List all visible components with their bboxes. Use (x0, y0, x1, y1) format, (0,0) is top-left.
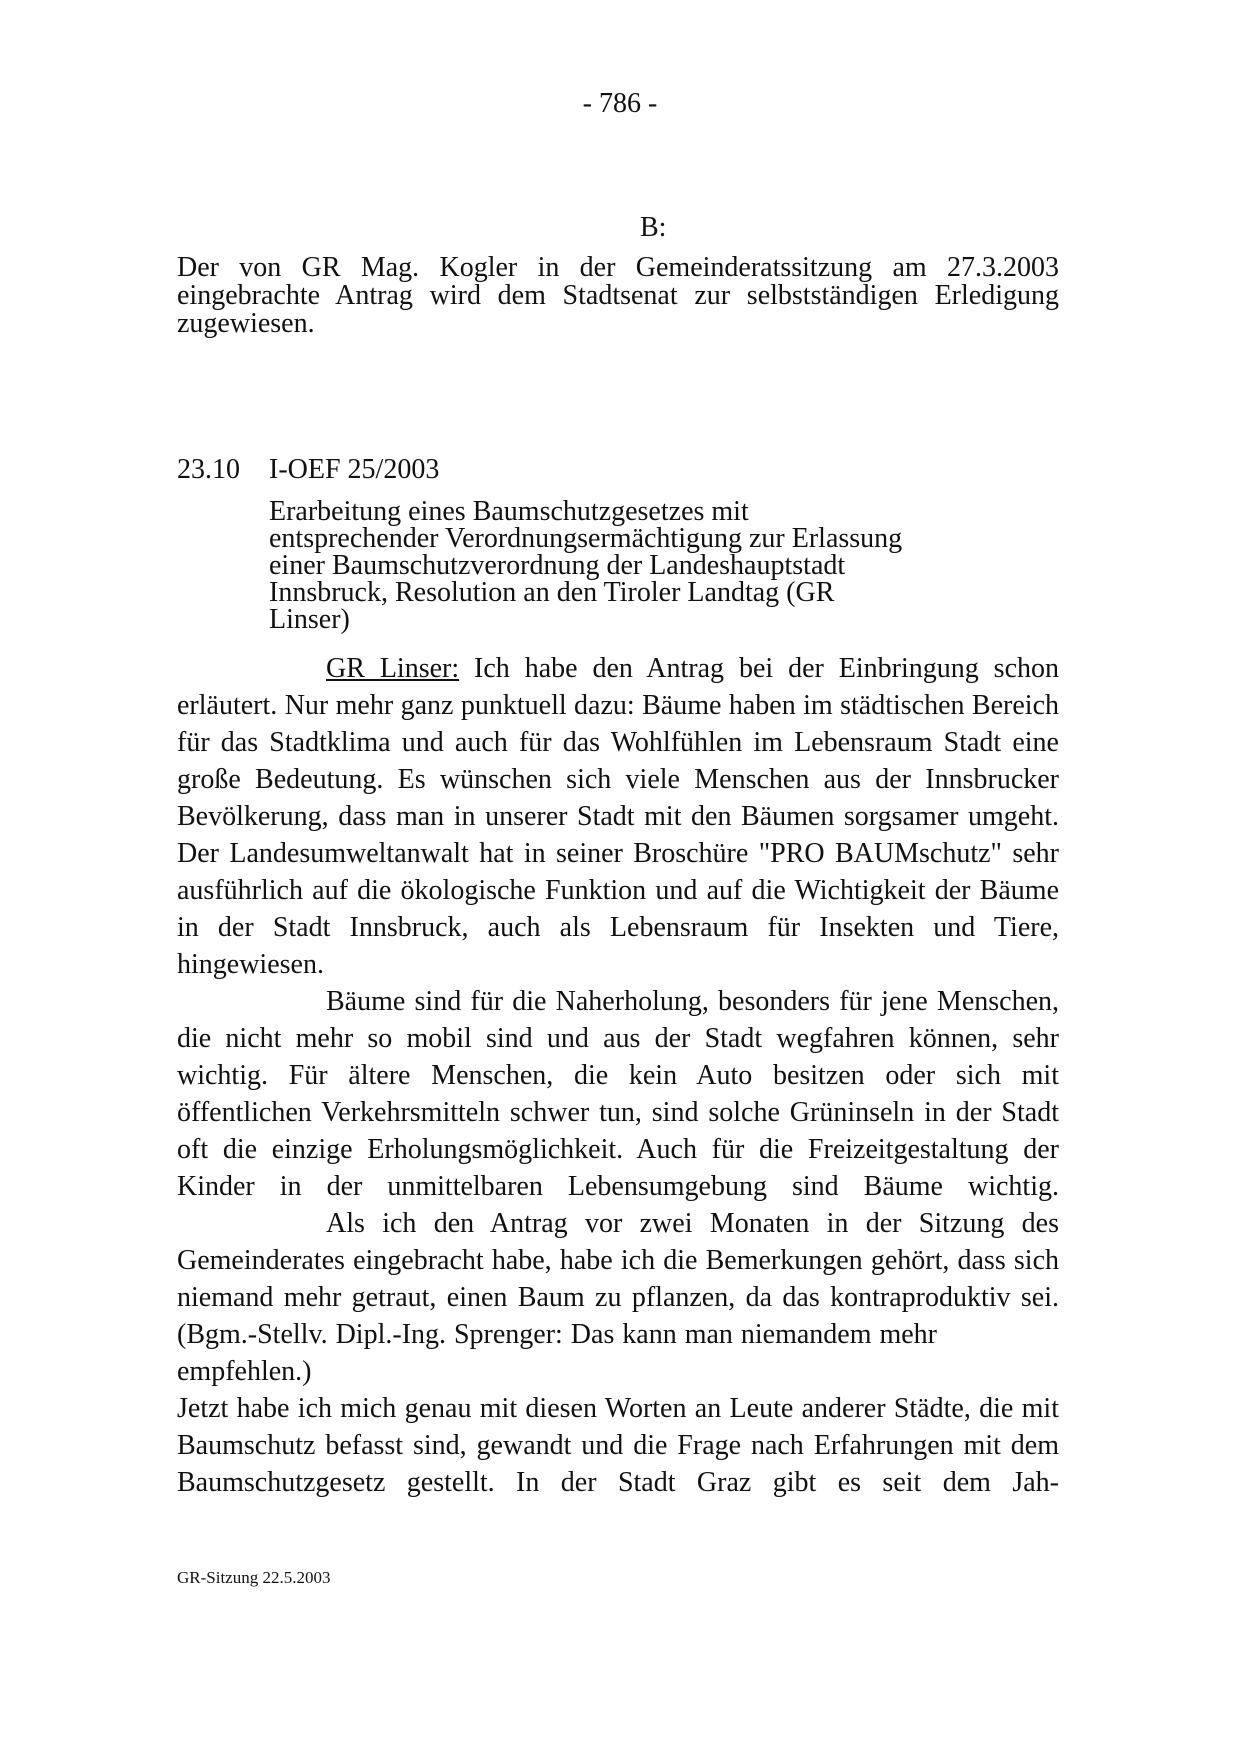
page-number: - 786 - (582, 88, 658, 119)
decision-text: Der von GR Mag. Kogler in der Gemeinderatssitzung am 27.3.2003 eingebrachte Antrag wird dem Stadtsenat zur selbstständigen Erledigung zugewiesen. (177, 252, 1059, 339)
interjection: (Bgm.-Stellv. Dipl.-Ing. Sprenger: Das kann man niemandem mehr empfehlen.) (177, 1319, 937, 1387)
speech-paragraph (177, 650, 1059, 983)
speaker-name: GR Linser: (326, 653, 460, 684)
agenda-item-code: I-OEF 25/2003 (269, 454, 440, 485)
agenda-item-subject: Erarbeitung eines Baumschutzgesetzes mit entsprechender Verordnungsermächtigung zur Erlassung einer Baumschutzverordnung der Landeshauptstadt Innsbruck, Resolution an den Tiroler Landtag (GR Linser) (269, 496, 903, 635)
section-heading-b: B: (640, 212, 667, 243)
speech-paragraph: Jetzt habe ich mich genau mit diesen Worten an Leute anderer Städte, die mit Baumschutz befasst sind, gewandt und die Frage nach Erfahrungen mit dem Baumschutzgesetz gestellt. In der Stadt Graz gibt es seit dem Jah- (177, 1393, 1059, 1498)
agenda-item-number: 23.10 (177, 454, 240, 485)
speech-paragraph: Als ich den Antrag vor zwei Monaten in der Sitzung des Gemeinderates eingebracht habe, habe ich die Bemerkungen gehört, dass sich niemand mehr getraut, einen Baum zu pflanzen, da das kontraproduktiv sei. (177, 1208, 1059, 1313)
speech-body (177, 650, 1059, 1501)
agenda-item-header (177, 454, 439, 486)
page-footer: GR-Sitzung 22.5.2003 (177, 1568, 331, 1587)
speech-paragraph-text: Ich habe den Antrag bei der Einbringung schon erläutert. Nur mehr ganz punktuell dazu: Bäume haben im städtischen Bereich für das Stadtklima und auch für das Wohlfühlen im Lebensraum Stadt eine große Bedeutung. Es wünschen sich viele Menschen aus der Innsbrucker Bevölkerung, dass man in unserer Stadt mit den Bäumen sorgsamer umgeht. Der Landesumweltanwalt hat in seiner Broschüre "PRO BAUMschutz" sehr ausführlich auf die ökologische Funktion und auf die Wichtigkeit der Bäume in der Stadt Innsbruck, auch als Lebensraum für Insekten und Tiere, hingewiesen. (177, 653, 1059, 980)
speech-paragraph: Bäume sind für die Naherholung, besonders für jene Menschen, die nicht mehr so mobil sind und aus der Stadt wegfahren können, sehr wichtig. Für ältere Menschen, die kein Auto besitzen oder sich mit öffentlichen Verkehrsmitteln schwer tun, sind solche Grüninseln in der Stadt oft die einzige Erholungsmöglichkeit. Auch für die Freizeitgestaltung der Kinder in der unmittelbaren Lebensumgebung sind Bäume wichtig. (177, 986, 1059, 1202)
